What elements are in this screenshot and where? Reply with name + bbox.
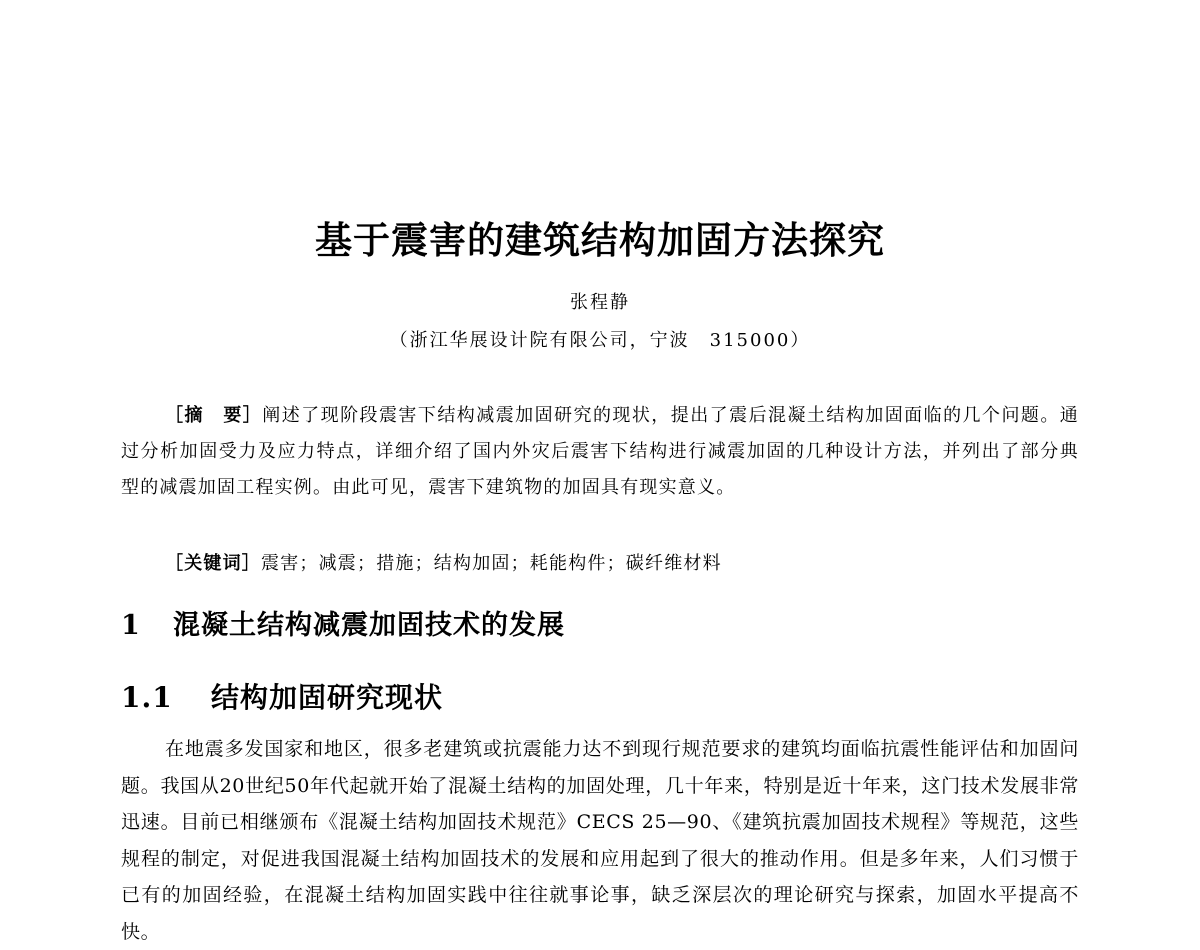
section-1-number: 1 bbox=[121, 610, 141, 641]
keywords-label: ［关键词］ bbox=[165, 553, 261, 574]
keywords-text: 震害；减震；措施；结构加固；耗能构件；碳纤维材料 bbox=[261, 553, 722, 574]
keywords-paragraph bbox=[121, 546, 1079, 582]
section-1-1-title: 结构加固研究现状 bbox=[211, 681, 444, 714]
author-name: 张程静 bbox=[570, 292, 630, 313]
abstract-text: 阐述了现阶段震害下结构减震加固研究的现状，提出了震后混凝土结构加固面临的几个问题。通过分析加固受力及应力特点，详细介绍了国内外灾后震害下结构进行减震加固的几种设计方法，并列出了部分典型的减震加固工程实例。由此可见，震害下建筑物的加固具有现实意义。 bbox=[121, 405, 1079, 498]
section-1-1-body: 在地震多发国家和地区，很多老建筑或抗震能力达不到现行规范要求的建筑均面临抗震性能评估和加固问题。我国从20世纪50年代起就开始了混凝土结构的加固处理，几十年来，特别是近十年来，这门技术发展非常迅速。目前已相继颁布《混凝土结构加固技术规范》CECS 25—90、《建筑抗震加固技术规程》等规范，这些规程的制定，对促进我国混凝土结构加固技术的发展和应用起到了很大的推动作用。但是多年来，人们习惯于已有的加固经验，在混凝土结构加固实践中往往就事论事，缺乏深层次的理论研究与探索，加固水平提高不快。 bbox=[121, 738, 1079, 943]
paper-title: 基于震害的建筑结构加固方法探究 bbox=[315, 218, 885, 262]
abstract-paragraph bbox=[121, 398, 1079, 506]
section-1-heading bbox=[121, 603, 565, 642]
section-1-1-heading bbox=[121, 676, 443, 716]
abstract-label: ［摘 要］ bbox=[165, 405, 263, 426]
section-1-1-number: 1.1 bbox=[121, 681, 173, 714]
author-affiliation: （浙江华展设计院有限公司，宁波 315000） bbox=[389, 330, 811, 351]
section-1-title: 混凝土结构减震加固技术的发展 bbox=[173, 610, 565, 641]
